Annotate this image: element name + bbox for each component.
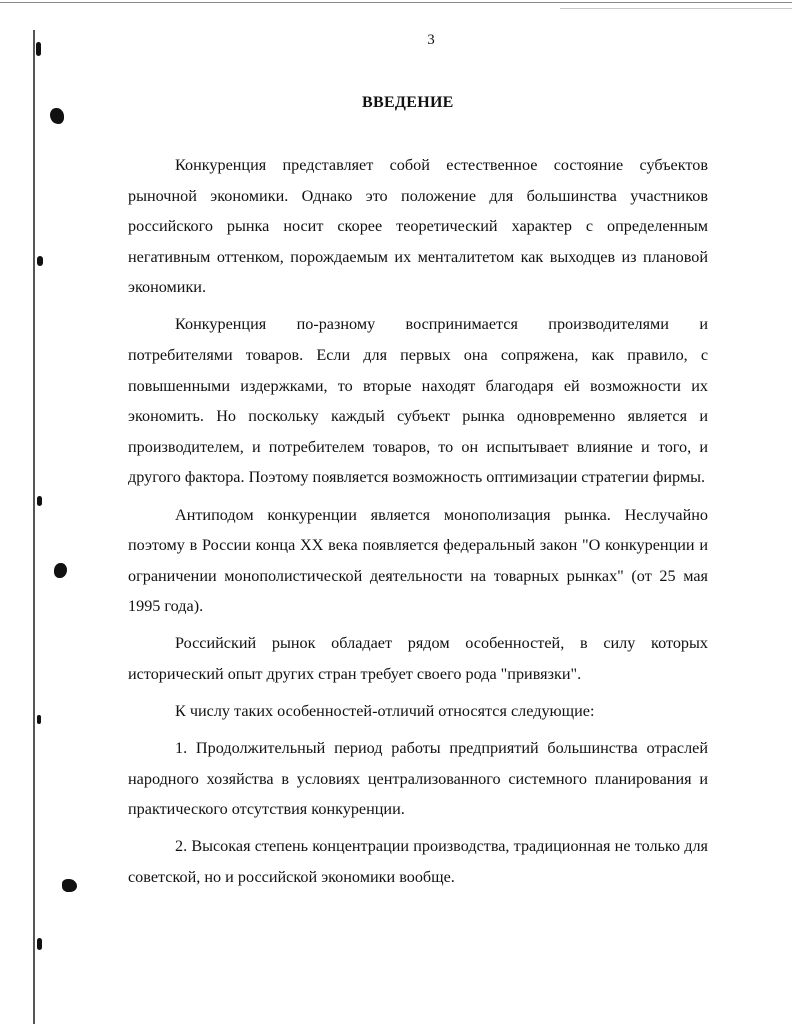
scan-speck xyxy=(54,563,67,578)
section-heading: ВВЕДЕНИЕ xyxy=(362,94,454,111)
scan-speck xyxy=(37,496,42,506)
scan-edge-line xyxy=(0,2,792,3)
paragraph: Российский рынок обладает рядом особенностей, в силу которых исторический опыт других стран требует своего рода "привязки". xyxy=(128,634,708,683)
scan-speck xyxy=(37,938,42,950)
page-number: 3 xyxy=(427,32,435,48)
paragraph: Антиподом конкуренции является монополизация рынка. Неслучайно поэтому в России конца XX века появляется федеральный закон "О конкуренции и ограничении монополистической деятельности на товарных рынках" (от 25 мая 1995 года). xyxy=(128,505,708,616)
list-item: 1. Продолжительный период работы предприятий большинства отраслей народного хозяйства в условиях централизованного системного планирования и практического отсутствия конкуренции. xyxy=(128,739,708,819)
paragraph: Конкуренция представляет собой естественное состояние субъектов рыночной экономики. Однако это положение для большинства участников российского рынка носит скорее теоретический характер с определенным негативным оттенком, порождаемым их менталитетом как выходцев из плановой экономики. xyxy=(128,156,708,297)
body-text xyxy=(128,150,708,899)
scan-speck xyxy=(37,256,43,266)
scan-edge-line-secondary xyxy=(560,8,792,9)
binding-edge xyxy=(33,30,35,1024)
scan-speck xyxy=(62,879,77,892)
paragraph: К числу таких особенностей-отличий относятся следующие: xyxy=(175,702,595,721)
scan-speck xyxy=(50,108,64,124)
scan-speck xyxy=(37,715,41,724)
list-item: 2. Высокая степень концентрации производства, традиционная не только для советской, но и российской экономики вообще. xyxy=(128,837,708,887)
paragraph: Конкуренция по-разному воспринимается производителями и потребителями товаров. Если для первых она сопряжена, как правило, с повышенными издержками, то вторые находят благодаря ей возможности их экономить. Но поскольку каждый субъект рынка одновременно является и производителем, и потребителем товаров, то он испытывает влияние и того, и другого фактора. Поэтому появляется возможность оптимизации стратегии фирмы. xyxy=(128,315,708,487)
